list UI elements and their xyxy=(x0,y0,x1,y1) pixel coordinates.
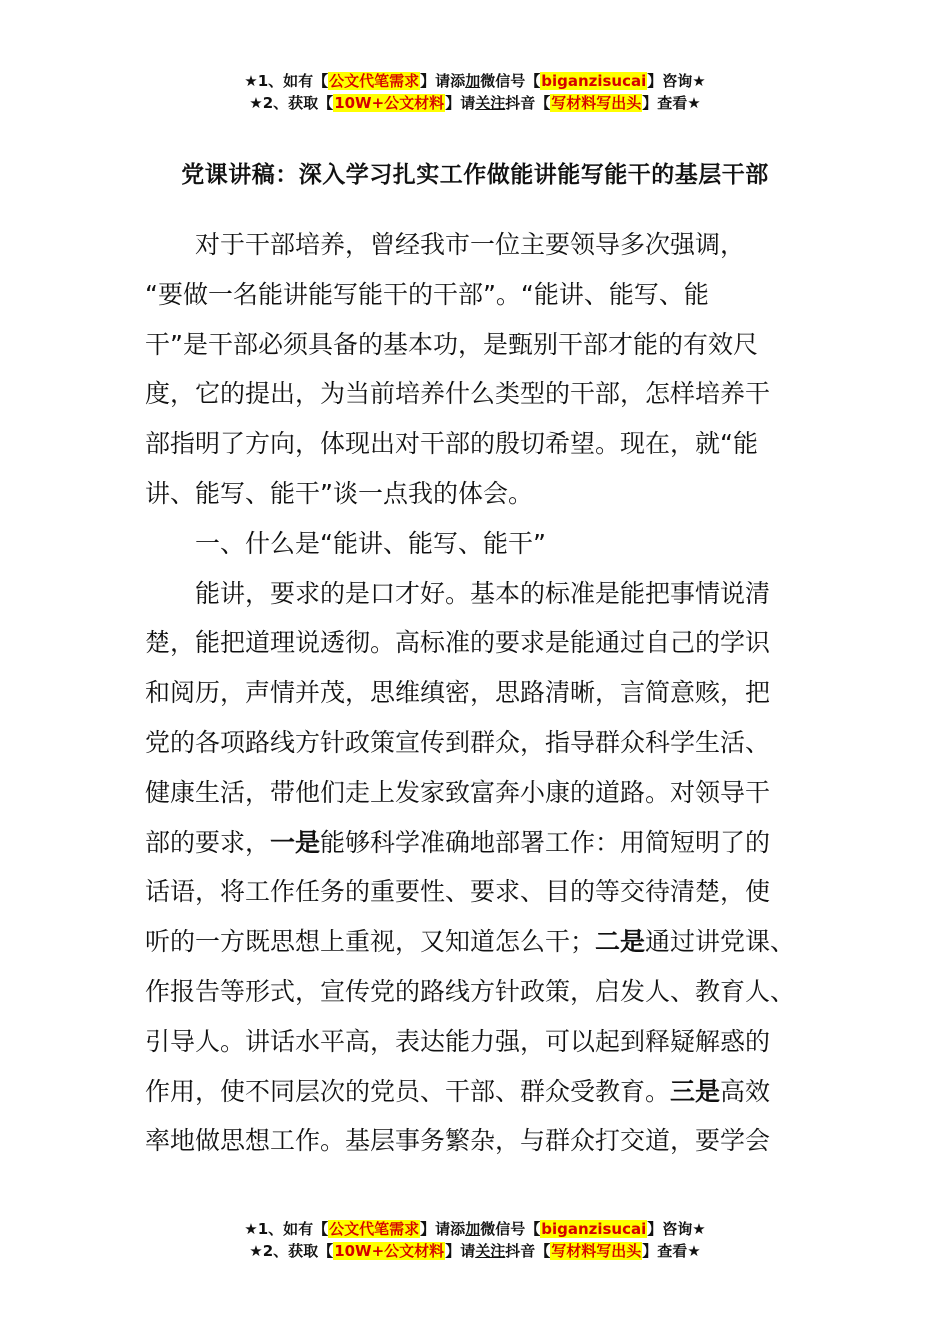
header-banner xyxy=(0,70,950,114)
banner-text: ★2、获取【 xyxy=(249,94,334,112)
banner-text: 】请 xyxy=(445,94,476,112)
banner-highlight: 10W+公文材料 xyxy=(334,1242,445,1260)
text-line: 率地做思想工作。基层事务繁杂，与群众打交道，要学会 xyxy=(145,1126,771,1156)
text-run: 听的一方既思想上重视，又知道怎么干； xyxy=(145,927,596,957)
banner-text: 抖音【 xyxy=(505,1242,551,1260)
banner-underline: 关注 xyxy=(475,94,506,112)
banner-text: 微信号【 xyxy=(480,1220,541,1238)
footer-banner xyxy=(0,1218,950,1262)
text-run: 高效 xyxy=(720,1076,771,1106)
banner-underline: 关注 xyxy=(475,1242,506,1260)
text-line: 健康生活，带他们走上发家致富奔小康的道路。对领导干 xyxy=(145,777,771,807)
text-line: 度，它的提出，为当前培养什么类型的干部，怎样培养干 xyxy=(145,379,771,409)
banner-text: 】请添 xyxy=(420,1220,466,1238)
banner-highlight: 10W+公文材料 xyxy=(334,94,445,112)
banner-text: ★1、如有【 xyxy=(244,72,329,90)
banner-line-2 xyxy=(0,1240,950,1262)
banner-highlight: 写材料写出头 xyxy=(551,1242,642,1260)
banner-text: 抖音【 xyxy=(505,94,551,112)
bold-run: 二是 xyxy=(595,927,646,957)
text-line: 对于干部培养，曾经我市一位主要领导多次强调， xyxy=(145,230,746,259)
banner-text: 微信号【 xyxy=(480,72,541,90)
banner-highlight: 公文代笔需求 xyxy=(329,72,420,90)
text-line: 引导人。讲话水平高，表达能力强，可以起到释疑解惑的 xyxy=(145,1026,771,1056)
text-line: 作报告等形式，宣传党的路线方针政策，启发人、教育人、 xyxy=(145,976,796,1006)
text-run: 部的要求， xyxy=(145,827,271,857)
text-line: 讲、能写、能干”谈一点我的体会。 xyxy=(145,478,533,508)
banner-text: 】咨询★ xyxy=(647,1220,706,1238)
text-run: 作用，使不同层次的党员、干部、群众受教育。 xyxy=(145,1076,671,1106)
banner-highlight: biganzisucai xyxy=(541,1220,647,1238)
document-body xyxy=(145,220,795,1166)
text-line: 和阅历，声情并茂，思维缜密，思路清晰，言简意赅，把 xyxy=(145,678,771,708)
banner-underline: 加 xyxy=(465,1220,481,1238)
banner-text: ★1、如有【 xyxy=(244,1220,329,1238)
banner-line-1 xyxy=(0,1218,950,1240)
text-line xyxy=(145,1067,795,1117)
banner-line-1 xyxy=(0,70,950,92)
banner-text: 】请 xyxy=(445,1242,476,1260)
text-line: 楚，能把道理说透彻。高标准的要求是能通过自己的学识 xyxy=(145,628,771,658)
text-line: 党的各项路线方针政策宣传到群众，指导群众科学生活、 xyxy=(145,727,771,757)
text-line: 部指明了方向，体现出对干部的殷切希望。现在，就“能 xyxy=(145,429,758,459)
text-line xyxy=(145,818,795,868)
text-line: 话语，将工作任务的重要性、要求、目的等交待清楚，使 xyxy=(145,877,771,907)
banner-text: ★2、获取【 xyxy=(249,1242,334,1260)
banner-underline: 加 xyxy=(465,72,481,90)
section-heading: 一、什么是“能讲、能写、能干” xyxy=(145,528,546,558)
banner-highlight: biganzisucai xyxy=(541,72,647,90)
banner-text: 】查看★ xyxy=(642,94,701,112)
bold-run: 三是 xyxy=(670,1076,721,1106)
banner-text: 】咨询★ xyxy=(647,72,706,90)
text-line: 干”是干部必须具备的基本功，是甄别干部才能的有效尺 xyxy=(145,329,758,359)
text-line: “要做一名能讲能写能干的干部”。“能讲、能写、能 xyxy=(145,279,709,309)
banner-text: 】请添 xyxy=(420,72,466,90)
bold-run: 一是 xyxy=(270,827,321,857)
text-line xyxy=(145,917,795,967)
banner-line-2 xyxy=(0,92,950,114)
banner-highlight: 写材料写出头 xyxy=(551,94,642,112)
document-title: 党课讲稿：深入学习扎实工作做能讲能写能干的基层干部 xyxy=(181,162,769,188)
text-run: 能够科学准确地部署工作：用简短明了的 xyxy=(320,827,771,857)
banner-text: 】查看★ xyxy=(642,1242,701,1260)
text-run: 通过讲党课、 xyxy=(645,927,796,957)
banner-highlight: 公文代笔需求 xyxy=(329,1220,420,1238)
text-line: 能讲，要求的是口才好。基本的标准是能把事情说清 xyxy=(145,578,771,608)
